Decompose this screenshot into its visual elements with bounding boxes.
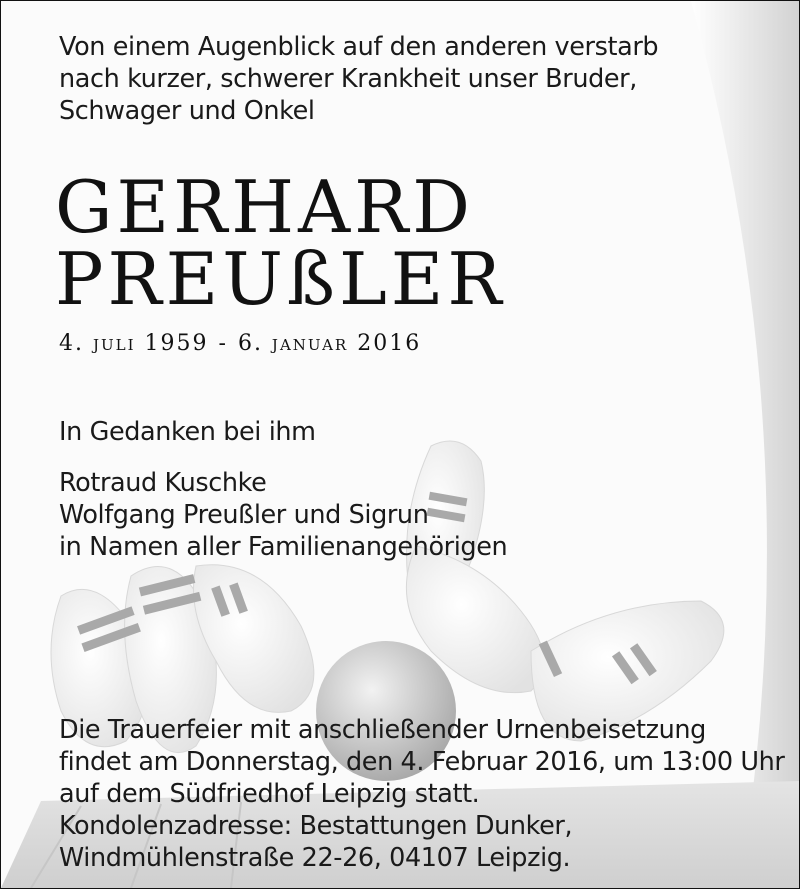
family-line: in Namen aller Familienangehörigen xyxy=(59,532,508,562)
intro-line: nach kurzer, schwerer Krankheit unser Bruder, xyxy=(59,64,637,94)
life-dates xyxy=(59,331,421,356)
ceremony-info xyxy=(59,714,785,874)
intro-line: Von einem Augenblick auf den anderen verstarb xyxy=(59,32,659,62)
family-line: Wolfgang Preußler und Sigrun xyxy=(59,500,429,530)
condolence-line: Windmühlenstraße 22-26, 04107 Leipzig. xyxy=(59,843,571,873)
deceased-name xyxy=(55,165,506,321)
family-signatures xyxy=(59,467,507,563)
ceremony-line: Die Trauerfeier mit anschließender Urnenbeisetzung xyxy=(59,715,706,745)
intro-line: Schwager und Onkel xyxy=(59,96,315,126)
date-separator: - xyxy=(218,331,228,356)
ceremony-line: findet am Donnerstag, den 4. Februar 2016, um 13:00 Uhr xyxy=(59,747,785,777)
thoughts-line: In Gedanken bei ihm xyxy=(59,417,316,447)
first-name: GERHARD xyxy=(55,165,475,249)
family-line: Rotraud Kuschke xyxy=(59,468,267,498)
ceremony-line: auf dem Südfriedhof Leipzig statt. xyxy=(59,779,480,809)
death-date: 6. januar 2016 xyxy=(237,331,422,356)
intro-text xyxy=(59,31,658,127)
condolence-line: Kondolenzadresse: Bestattungen Dunker, xyxy=(59,811,573,841)
birth-date: 4. juli 1959 xyxy=(59,331,209,356)
last-name: PREUßLER xyxy=(55,237,506,321)
